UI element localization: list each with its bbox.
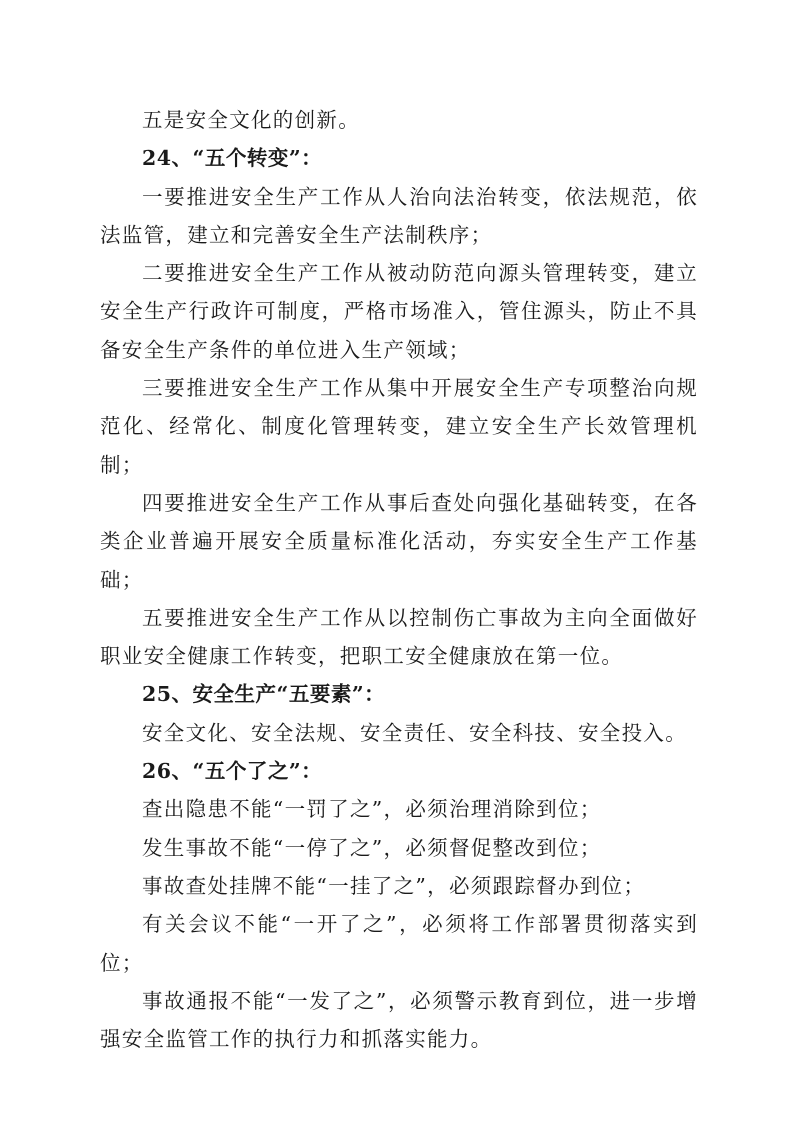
- paragraph-transformation-2: 二要推进安全生产工作从被动防范向源头管理转变，建立安全生产行政许可制度，严格市场准入，管住源头，防止不具备安全生产条件的单位进入生产领域；: [100, 261, 698, 362]
- paragraph-listing-supervision: 事故查处挂牌不能“一挂了之”，必须跟踪督办到位；: [142, 873, 646, 898]
- paragraph-transformation-4: 四要推进安全生产工作从事后查处向强化基础转变，在各类企业普遍开展安全质量标准化活动，夯实安全生产工作基础；: [100, 490, 698, 592]
- heading-five-elements: 25、安全生产“五要素”：: [142, 682, 386, 707]
- paragraph-transformation-5: 五要推进安全生产工作从以控制伤亡事故为主向全面做好职业安全健康工作转变，把职工安全健康放在第一位。: [100, 605, 698, 669]
- paragraph-five-elements: 安全文化、安全法规、安全责任、安全科技、安全投入。: [142, 720, 687, 745]
- paragraph-notice-warning: 事故通报不能“一发了之”，必须警示教育到位，进一步增强安全监管工作的执行力和抓落实能力。: [100, 988, 698, 1052]
- heading-five-transformations: 24、“五个转变”：: [142, 146, 323, 171]
- paragraph-hazard-penalty: 查出隐患不能“一罚了之”，必须治理消除到位；: [142, 797, 602, 822]
- paragraph-accident-stop: 发生事故不能“一停了之”，必须督促整改到位；: [142, 835, 602, 860]
- paragraph-culture-innovation: 五是安全文化的创新。: [142, 108, 360, 132]
- paragraph-transformation-3: 三要推进安全生产工作从集中开展安全生产专项整治向规范化、经常化、制度化管理转变，建立安全生产长效管理机制；: [100, 376, 698, 477]
- document-page: [100, 101, 698, 1058]
- paragraph-transformation-1: 一要推进安全生产工作从人治向法治转变，依法规范，依法监管，建立和完善安全生产法制秩序；: [100, 184, 698, 247]
- paragraph-meeting-implementation: 有关会议不能“一开了之”，必须将工作部署贯彻落实到位；: [100, 912, 698, 975]
- heading-five-not-justs: 26、“五个了之”：: [142, 759, 323, 784]
